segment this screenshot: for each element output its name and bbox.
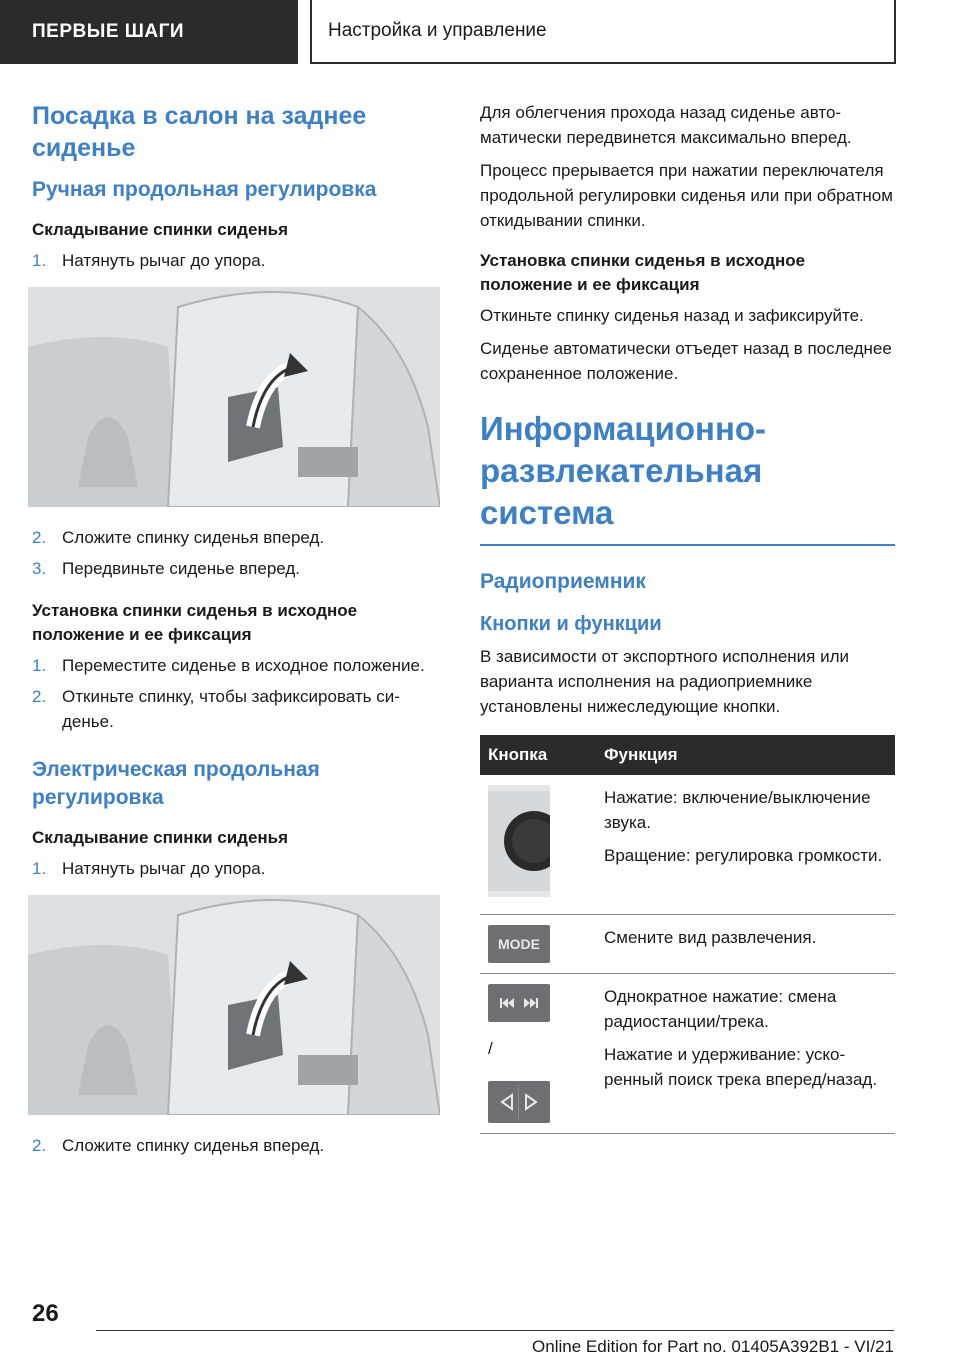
step-text: Натянуть рычаг до упора. — [62, 859, 266, 878]
list-item — [32, 856, 444, 881]
mode-button-icon — [488, 925, 550, 963]
column-header: Кнопка — [480, 735, 596, 775]
seat-lever-photo-2 — [28, 895, 440, 1115]
table-header-row — [480, 735, 895, 775]
skip-track-icon — [488, 984, 550, 1022]
step-number: 2. — [32, 1136, 47, 1155]
button-cell — [480, 974, 596, 1134]
buttons-table — [480, 735, 895, 1134]
arrow-buttons-icon — [488, 1081, 550, 1123]
step-text: Откиньте спинку, чтобы зафиксировать сиденье. — [62, 687, 400, 731]
table-row — [480, 915, 895, 974]
left-column — [32, 100, 444, 1164]
electric-adjust-heading: Электрическая продольная регулировка — [32, 758, 320, 809]
table-row — [480, 775, 895, 915]
column-header: Функция — [596, 735, 895, 775]
paragraph: Процесс прерывается при нажатии переключателя продольной регулировки сиденья или при обратном откидывании спинки. — [480, 161, 893, 230]
paragraph: В зависимости от экспортного исполнения или варианта исполнения на радиоприемнике установлены нижеследующие кнопки. — [480, 647, 850, 716]
function-text: Нажатие: включение/выключение звука. — [604, 788, 871, 832]
list-item — [32, 1133, 444, 1158]
step-number: 1. — [32, 656, 47, 675]
page-title: Посадка в салон на заднее сиденье — [32, 102, 367, 162]
paragraph: Откиньте спинку сиденья назад и зафиксируйте. — [480, 306, 864, 325]
volume-knob-icon — [488, 785, 550, 897]
list-item — [32, 556, 444, 581]
list-item — [32, 248, 444, 273]
seat-illustration-2 — [28, 895, 440, 1115]
step-number: 3. — [32, 559, 47, 578]
skip-buttons-icon — [488, 984, 550, 1022]
step-text: Передвиньте сиденье вперед. — [62, 559, 301, 578]
function-text: Смените вид развлечения. — [604, 928, 817, 947]
step-number: 2. — [32, 528, 47, 547]
section-title: Информационно-развлекательная система — [480, 410, 767, 531]
function-cell — [596, 775, 895, 915]
step-text: Натянуть рычаг до упора. — [62, 251, 266, 270]
fold-backrest-heading: Складывание спинки сиденья — [32, 220, 289, 239]
step-text: Сложите спинку сиденья вперед. — [62, 528, 325, 547]
button-cell — [480, 775, 596, 915]
radio-heading: Радиоприемник — [480, 570, 646, 593]
step-number: 1. — [32, 859, 47, 878]
alternative-separator: / — [488, 1039, 493, 1058]
right-column — [480, 100, 895, 1134]
paragraph: Сиденье автоматически отъедет назад в последнее сохраненное положение. — [480, 339, 892, 383]
function-cell — [596, 974, 895, 1134]
page-number: 26 — [32, 1300, 59, 1327]
paragraph: Для облегчения прохода назад сиденье автоматически передвинется максимально вперед. — [480, 103, 852, 147]
restore-backrest-heading-right: Установка спинки сиденья в исходное положение и ее фиксация — [480, 251, 806, 294]
seek-arrows-icon — [488, 1081, 550, 1123]
buttons-functions-heading: Кнопки и функции — [480, 613, 662, 635]
seat-lever-photo — [28, 287, 440, 507]
step-number: 2. — [32, 687, 47, 706]
edition-footer: Online Edition for Part no. 01405A392B1 - VI/21 — [532, 1337, 894, 1356]
fold-backrest-heading-2: Складывание спинки сиденья — [32, 828, 289, 847]
section-title-rule — [480, 544, 895, 546]
function-cell — [596, 915, 895, 974]
step-text: Переместите сиденье в исходное положение. — [62, 656, 425, 675]
step-number: 1. — [32, 251, 47, 270]
function-text: Вращение: регулировка громкости. — [604, 846, 883, 865]
table-row — [480, 974, 895, 1134]
function-text: Нажатие и удерживание: ускоренный поиск трека вперед/назад. — [604, 1045, 878, 1089]
step-text: Сложите спинку сиденья вперед. — [62, 1136, 325, 1155]
list-item — [32, 525, 444, 550]
footer-rule — [96, 1330, 894, 1331]
button-cell — [480, 915, 596, 974]
mode-button-label: MODE — [498, 935, 540, 952]
restore-backrest-heading: Установка спинки сиденья в исходное положение и ее фиксация — [32, 601, 358, 644]
seat-illustration — [28, 287, 440, 507]
list-item — [32, 653, 444, 678]
manual-adjust-heading: Ручная продольная регулировка — [32, 178, 377, 201]
list-item — [32, 684, 444, 734]
chapter-tab — [310, 0, 896, 64]
chapter-label: Настройка и управление — [328, 20, 547, 41]
section-tab — [0, 0, 298, 64]
section-label: ПЕРВЫЕ ШАГИ — [32, 21, 185, 42]
function-text: Однократное нажатие: смена радиостанции/трека. — [604, 987, 837, 1031]
